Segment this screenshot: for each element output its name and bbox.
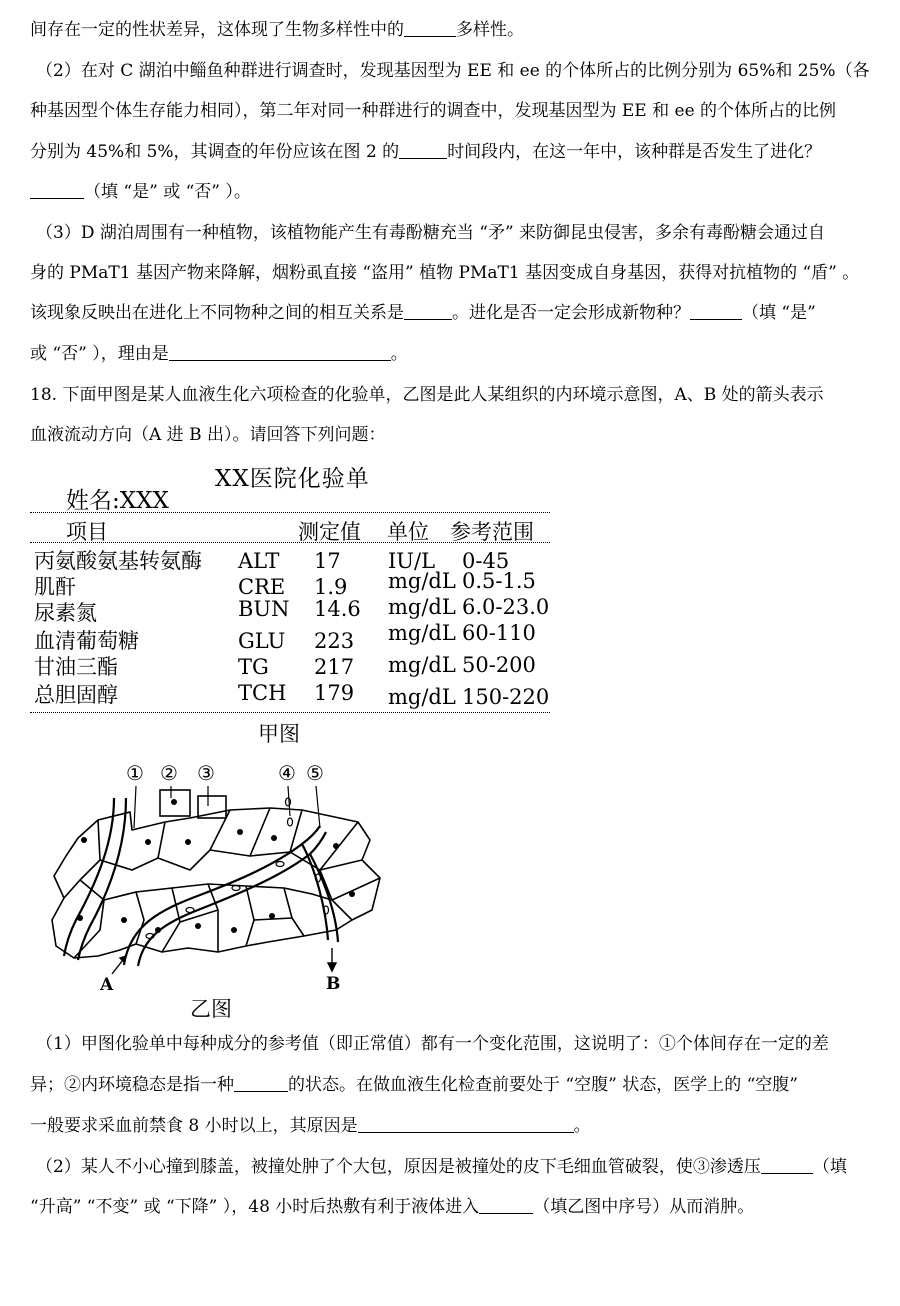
diagram-label-b: B: [326, 974, 341, 994]
lymph-vessel: [64, 798, 114, 956]
text-line-8: 该现象反映出在进化上不同物种之间的相互关系是 。进化是否一定会形成新物种？ （填 “是”: [30, 303, 816, 323]
report-row-range: 50-200: [462, 653, 536, 677]
report-divider-header: [30, 542, 550, 543]
diagram-marker: ①: [126, 761, 144, 785]
text-line-13: 异；②内环境稳态是指一种 的状态。在做血液生化检查前要处于 “空腹” 状态，医学上的 “空腹”: [30, 1075, 798, 1095]
diagram-marker: ②: [160, 761, 178, 785]
report-row-unit: mg/dL: [388, 595, 456, 619]
report-row-name: 血清葡萄糖: [34, 629, 139, 653]
report-row-unit: mg/dL: [388, 621, 456, 645]
cell-nucleus: [155, 927, 161, 933]
report-row-unit: mg/dL: [388, 653, 456, 677]
text-line-7: 身的 PMaT1 基因产物来降解，烟粉虱直接 “盗用” 植物 PMaT1 基因变成自身基因，获得对抗植物的 “盾” 。: [30, 263, 860, 283]
blood-cell: [276, 862, 284, 867]
report-row-code: GLU: [238, 629, 286, 653]
text-line-4: 分别为 45%和 5%，其调查的年份应该在图 2 的 时间段内，在这一年中，该种群是否发生了进化？: [30, 142, 822, 162]
report-row-range: 0.5-1.5: [462, 569, 536, 593]
text-line-9: 或 “否” ），理由是 。: [30, 344, 408, 364]
diagram-marker: ④: [278, 761, 296, 785]
cell-boundary: [64, 820, 100, 898]
report-divider-bottom: [30, 712, 550, 713]
text-line-6: （3）D 湖泊周围有一种植物，该植物能产生有毒酚糖充当 “矛” 来防御昆虫侵害，多余有毒酚糖会通过自: [36, 223, 826, 243]
report-row-name: 甘油三酯: [34, 655, 118, 679]
cell-boundary: [208, 884, 254, 946]
cell-nucleus: [185, 839, 191, 845]
report-header-range: 参考范围: [450, 520, 534, 544]
report-row-range: 60-110: [462, 621, 536, 645]
cell-nucleus: [237, 829, 243, 835]
report-patient: 姓名:XXX: [66, 488, 169, 514]
cell-nucleus: [121, 917, 127, 923]
diagram-marker: ⑤: [306, 761, 324, 785]
report-row-name: 丙氨酸氨基转氨酶: [34, 549, 202, 573]
cell-boundary: [136, 888, 180, 952]
text-line-15: （2）某人不小心撞到膝盖，被撞处肿了个大包，原因是被撞处的皮下毛细血管破裂，使③渗透压 （填: [36, 1157, 847, 1177]
tissue-diagram: [40, 760, 400, 1025]
text-line-2: （2）在对 C 湖泊中鲻鱼种群进行调查时，发现基因型为 EE 和 ee 的个体所占的比例分别为 65%和 25%（各: [36, 61, 870, 81]
diagram-caption: 乙图: [190, 997, 232, 1021]
diagram-marker: ③: [197, 761, 215, 785]
text-line-10: 18. 下面甲图是某人血液生化六项检查的化验单，乙图是此人某组织的内环境示意图，A、B 处的箭头表示: [30, 385, 824, 405]
report-row-name: 尿素氮: [34, 601, 97, 625]
blood-cell: [186, 908, 194, 913]
cell-boundary: [246, 886, 304, 936]
cell-nucleus: [269, 913, 275, 919]
report-row-code: TCH: [238, 681, 287, 705]
leader-line: [134, 786, 136, 828]
cell-nucleus: [231, 927, 237, 933]
capillary-wall: [124, 826, 320, 965]
cell-nucleus: [171, 799, 177, 805]
cell-nucleus: [145, 839, 151, 845]
text-line-3: 种基因型个体生存能力相同），第二年对同一种群进行的调查中，发现基因型为 EE 和 ee 的个体所占的比例: [30, 101, 837, 121]
cell-nucleus: [271, 835, 277, 841]
lymph-vessel: [78, 798, 126, 960]
report-header-unit: 单位: [387, 520, 429, 544]
diagram-label-a: A: [100, 975, 114, 995]
report-title: XX医院化验单: [215, 466, 370, 492]
cell-nucleus: [333, 843, 339, 849]
report-row-value: 1.9: [314, 575, 348, 599]
cell-nucleus: [195, 923, 201, 929]
cell-boundary: [158, 810, 230, 870]
report-row-name: 总胆固醇: [34, 683, 118, 707]
report-row-code: TG: [238, 655, 269, 679]
leader-line: [316, 786, 320, 828]
report-row-value: 179: [314, 681, 355, 705]
report-divider-top: [30, 512, 550, 513]
tissue-outline: [52, 808, 380, 958]
cell-nucleus: [77, 915, 83, 921]
text-line-16: “升高” “不变” 或 “下降” ），48 小时后热敷有利于液体进入 （填乙图中序号）从而消肿。: [30, 1197, 755, 1217]
report-row-name: 肌酐: [34, 575, 76, 599]
text-line-1: 间存在一定的性状差异，这体现了生物多样性中的 多样性。: [30, 20, 524, 40]
report-row-code: CRE: [238, 575, 286, 599]
text-line-14: 一般要求采血前禁食 8 小时以上，其原因是 。: [30, 1116, 591, 1136]
text-line-11: 血液流动方向（A 进 B 出）。请回答下列问题：: [30, 425, 386, 445]
report-row-value: 217: [314, 655, 355, 679]
blood-cell: [288, 818, 293, 826]
cell-boundary: [284, 888, 332, 900]
report-header-value: 测定值: [298, 520, 361, 544]
report-row-code: BUN: [238, 597, 290, 621]
report-row-unit: mg/dL: [388, 569, 456, 593]
cell-nucleus: [349, 891, 355, 897]
report-row-value: 17: [314, 549, 341, 573]
report-row-range: 0-45: [462, 549, 510, 573]
report-row-range: 6.0-23.0: [462, 595, 550, 619]
leader-line: [288, 786, 290, 816]
tissue-cell-box: [198, 796, 226, 818]
flow-arrowhead-b: [328, 963, 336, 971]
tissue-diagram-drawing: [40, 760, 400, 995]
report-caption: 甲图: [258, 722, 300, 746]
report-row-value: 223: [314, 629, 355, 653]
report-header-item: 项目: [66, 520, 108, 544]
lab-report: [30, 452, 560, 746]
text-line-12: （1）甲图化验单中每种成分的参考值（即正常值）都有一个变化范围，这说明了：①个体间存在一定的差: [36, 1034, 829, 1054]
cell-nucleus: [81, 837, 87, 843]
report-row-code: ALT: [238, 549, 280, 573]
report-row-unit: IU/L: [388, 549, 436, 573]
report-row-unit: mg/dL: [388, 685, 456, 709]
text-line-5: （填 “是” 或 “否” ）。: [30, 180, 251, 204]
report-row-value: 14.6: [314, 597, 361, 621]
report-row-range: 150-220: [462, 685, 550, 709]
